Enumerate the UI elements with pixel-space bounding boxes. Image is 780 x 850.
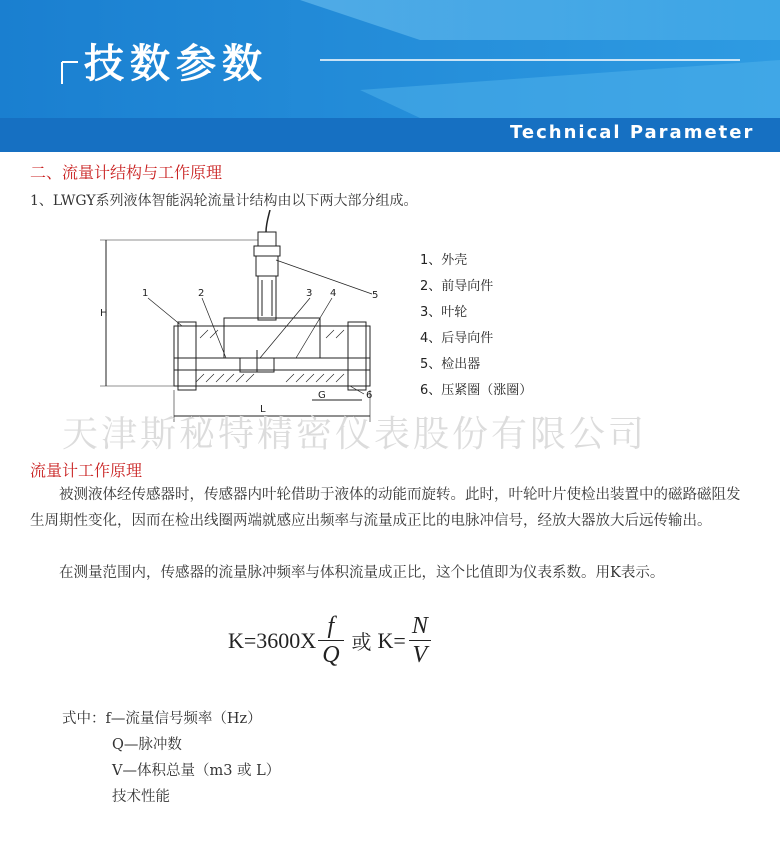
principle-paragraph-2: 在测量范围内，传感器的流量脉冲频率与体积流量成正比，这个比值即为仪表系数。用K表示。 — [59, 565, 665, 581]
parts-list — [420, 248, 532, 404]
formula-denominator-1: Q — [318, 640, 343, 669]
dimension-g: G — [318, 390, 326, 401]
k-factor-formula — [228, 612, 434, 669]
legend-prefix: 式中： — [62, 711, 106, 727]
principle-heading: 流量计工作原理 — [30, 461, 143, 480]
callout-1: 1 — [142, 288, 149, 299]
legend-row-1 — [62, 706, 280, 732]
legend-line-performance: 技术性能 — [112, 789, 170, 805]
formula-or: 或 — [351, 630, 372, 654]
principle-paragraph-1: 被测液体经传感器时，传感器内叶轮借助于液体的动能而旋转。此时，叶轮叶片使检出装置中的磁路磁阻发生周期性变化，因而在检出线圈两端就感应出频率与流量成正比的电脉冲信号，经放大器放大后远传输出。 — [30, 487, 741, 529]
parts-list-item: 1、外壳 — [420, 253, 468, 268]
callout-3: 3 — [306, 288, 313, 299]
flowmeter-drawing — [100, 210, 400, 425]
callout-5: 5 — [372, 290, 379, 301]
parts-list-item: 2、前导向件 — [420, 279, 494, 294]
company-watermark: 天津斯秘特精密仪表股份有限公司 — [62, 414, 648, 455]
callout-2: 2 — [198, 288, 205, 299]
section-heading: 二、流量计结构与工作原理 — [30, 163, 223, 182]
legend-line-q: Q—脉冲数 — [112, 737, 182, 753]
callout-6: 6 — [366, 390, 373, 401]
parts-list-item: 3、叶轮 — [420, 305, 468, 320]
parts-list-item: 4、后导向件 — [420, 331, 494, 346]
header-banner — [0, 0, 780, 152]
intro-text: 1、LWGY系列液体智能涡轮流量计结构由以下两大部分组成。 — [30, 193, 418, 209]
formula-legend — [62, 706, 280, 810]
legend-line-v: V—体积总量（m3 或 L） — [112, 763, 281, 779]
parts-list-item: 6、压紧圈（涨圈） — [420, 383, 533, 398]
formula-numerator-2: N — [411, 613, 428, 639]
formula-lhs-1: K=3600X — [228, 627, 317, 653]
banner-title: 技数参数 — [84, 41, 268, 87]
parts-list-item: 5、检出器 — [420, 357, 481, 372]
callout-4: 4 — [330, 288, 337, 299]
formula-numerator-1: f — [327, 613, 335, 639]
formula-lhs-2: K= — [377, 627, 406, 653]
dimension-h: H — [100, 308, 108, 319]
dimension-l: L — [260, 404, 266, 415]
formula-fraction-2 — [408, 612, 432, 669]
formula-denominator-2: V — [409, 640, 432, 669]
banner-subtitle: Technical Parameter — [510, 122, 755, 143]
formula-fraction-1 — [318, 612, 343, 669]
legend-line-f: f—流量信号频率（Hz） — [105, 711, 262, 727]
